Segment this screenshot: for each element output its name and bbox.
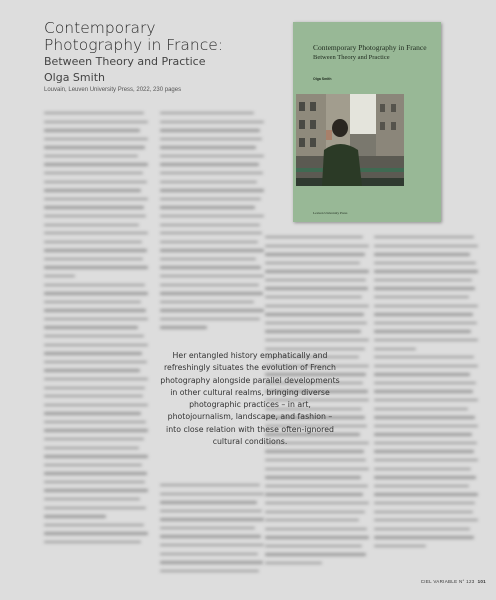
body-text-column-1: [44, 112, 148, 549]
publication-info: Louvain, Leuven University Press, 2022, 230 pages: [44, 87, 182, 93]
pull-quote: Her entangled history emphatically and refreshingly situates the evolution of French photography alongside parallel developments in other cultural realms, bringing diverse photographic practices – in art, photojournalism, landscape, and fashion – into close relation with these often-ignored cultural conditions.: [160, 351, 340, 447]
review-title: Contemporary Photography in France:: [44, 19, 223, 54]
cover-title: Contemporary Photography in France: [313, 43, 427, 52]
page-footer: [421, 579, 486, 584]
cover-subtitle: Between Theory and Practice: [313, 54, 390, 61]
review-subtitle: Between Theory and Practice: [44, 55, 206, 68]
street-photo-image: [296, 94, 404, 186]
page-number: 101: [477, 579, 486, 584]
cover-publisher: Leuven University Press: [313, 211, 348, 215]
body-text-column-2-top: [160, 112, 264, 335]
body-text-column-2-bottom: [160, 484, 264, 578]
cover-photo: [296, 94, 404, 186]
book-cover: [293, 22, 441, 222]
magazine-issue: CIEL VARIABLE N° 123: [420, 579, 475, 584]
book-author: Olga Smith: [44, 71, 105, 84]
body-text-column-4: [374, 236, 478, 553]
cover-author: Olga Smith: [313, 77, 332, 81]
